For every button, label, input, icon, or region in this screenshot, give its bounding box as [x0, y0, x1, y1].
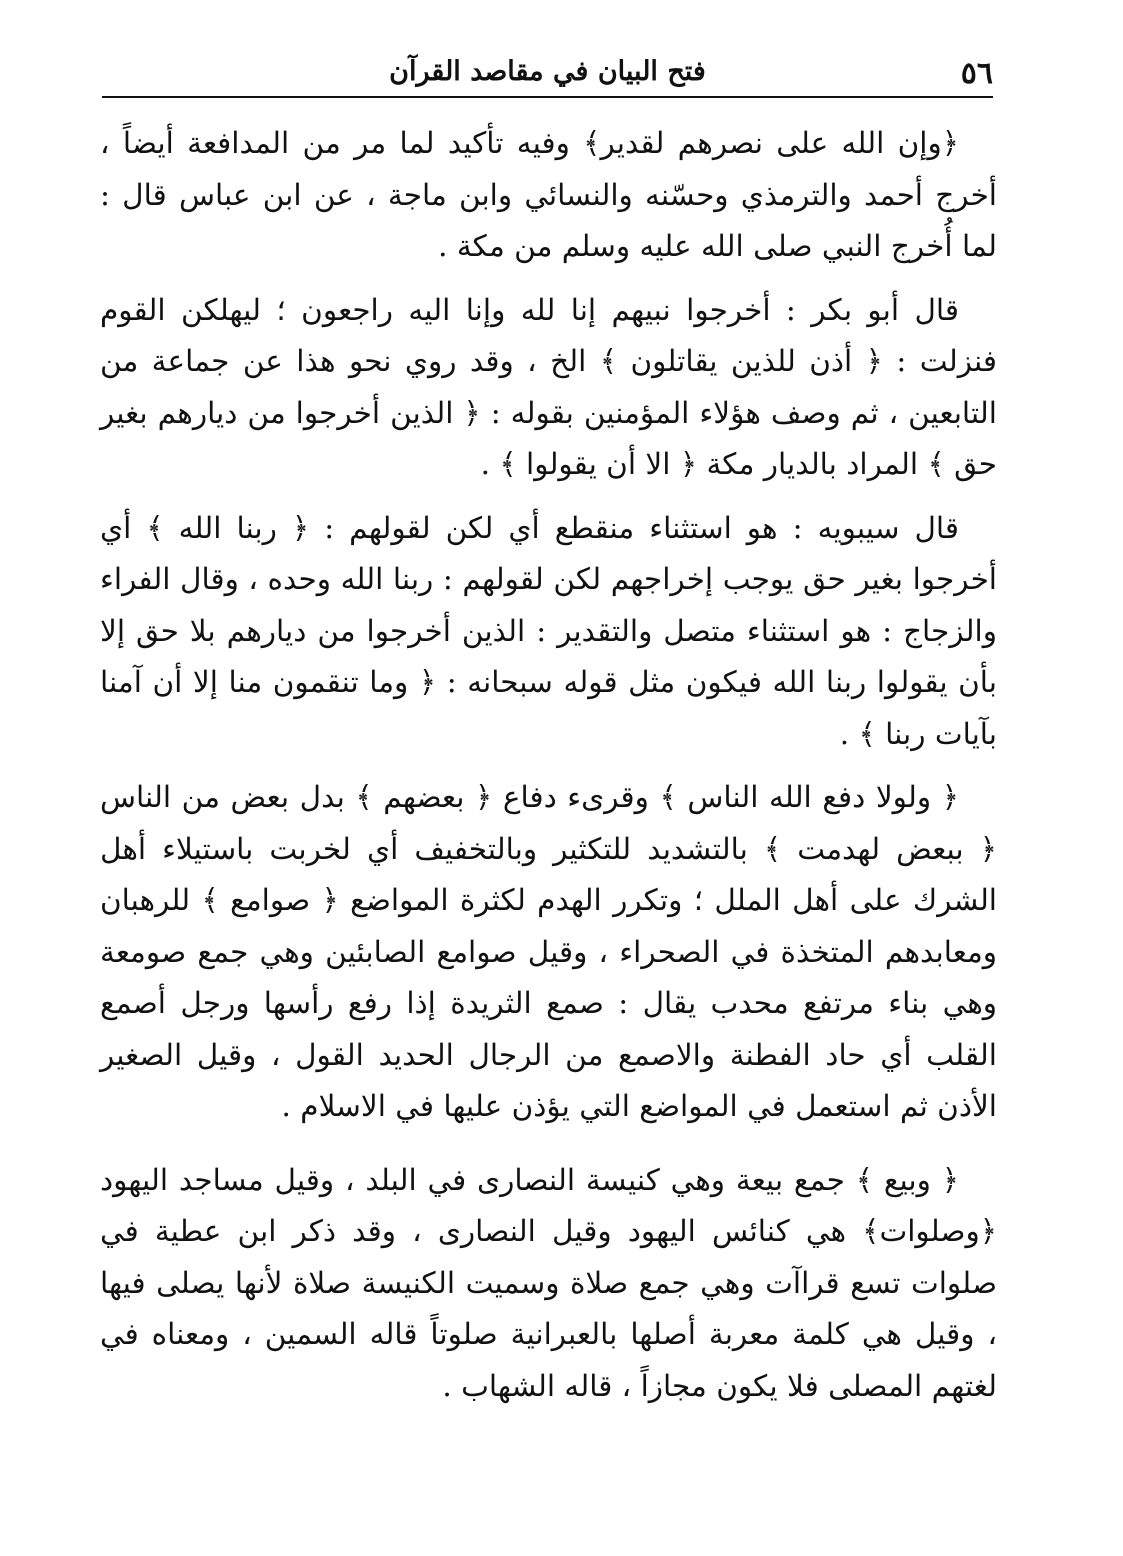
page-header: [102, 52, 993, 98]
paragraph-2: قال أبو بكر : أخرجوا نبيهم إنا لله وإنا اليه راجعون ؛ ليهلكن القوم فنزلت : ﴿ أذن للذين يقاتلون ﴾ الخ ، وقد روي نحو هذا عن جماعة من التابعين ، ثم وصف هؤلاء المؤمنين بقوله : ﴿ الذين أخرجوا من ديارهم بغير حق ﴾ المراد بالديار مكة ﴿ الا أن يقولوا ﴾ .: [100, 292, 997, 481]
paragraph-1: ﴿وإن الله على نصرهم لقدير﴾ وفيه تأكيد لما مر من المدافعة أيضاً ، أخرج أحمد والترمذي وحسّنه والنسائي وابن ماجة ، عن ابن عباس قال : لما أُخرج النبي صلى الله عليه وسلم من مكة .: [100, 126, 997, 263]
paragraph-5: ﴿ وبيع ﴾ جمع بيعة وهي كنيسة النصارى في البلد ، وقيل مساجد اليهود ﴿وصلوات﴾ هي كنائس اليهود وقيل النصارى ، وقد ذكر ابن عطية في صلوات تسع قراآت وهي جمع صلاة وسميت الكنيسة صلاة لأنها يصلى فيها ، وقيل هي كلمة معربة أصلها بالعبرانية صلوتاً قاله السمين ، ومعناه في لغتهم المصلى فلا يكون مجازاً ، قاله الشهاب .: [100, 1162, 997, 1403]
running-title: فتح البيان في مقاصد القرآن: [389, 56, 706, 87]
body-text: [100, 118, 997, 1424]
paragraph-3: قال سيبويه : هو استثناء منقطع أي لكن لقولهم : ﴿ ربنا الله ﴾ أي أخرجوا بغير حق يوجب إخراجهم لكن لقولهم : ربنا الله وحده ، وقال الفراء والزجاج : هو استثناء متصل والتقدير : الذين أخرجوا من ديارهم بلا حق إلا بأن يقولوا ربنا الله فيكون مثل قوله سبحانه : ﴿ وما تنقمون منا إلا أن آمنا بآيات ربنا ﴾ .: [100, 510, 997, 751]
page-number: ٥٦: [960, 56, 993, 91]
paragraph-4: ﴿ ولولا دفع الله الناس ﴾ وقرىء دفاع ﴿ بعضهم ﴾ بدل بعض من الناس ﴿ ببعض لهدمت ﴾ بالتشديد للتكثير وبالتخفيف أي لخربت باستيلاء أهل الشرك على أهل الملل ؛ وتكرر الهدم لكثرة المواضع ﴿ صوامع ﴾ للرهبان ومعابدهم المتخذة في الصحراء ، وقيل صوامع الصابئين وهي جمع صومعة وهي بناء مرتفع محدب يقال : صمع الثريدة إذا رفع رأسها ورجل أصمع القلب أي حاد الفطنة والاصمع من الرجال الحديد القول ، وقيل الصغير الأذن ثم استعمل في المواضع التي يؤذن عليها في الاسلام .: [100, 780, 997, 1123]
